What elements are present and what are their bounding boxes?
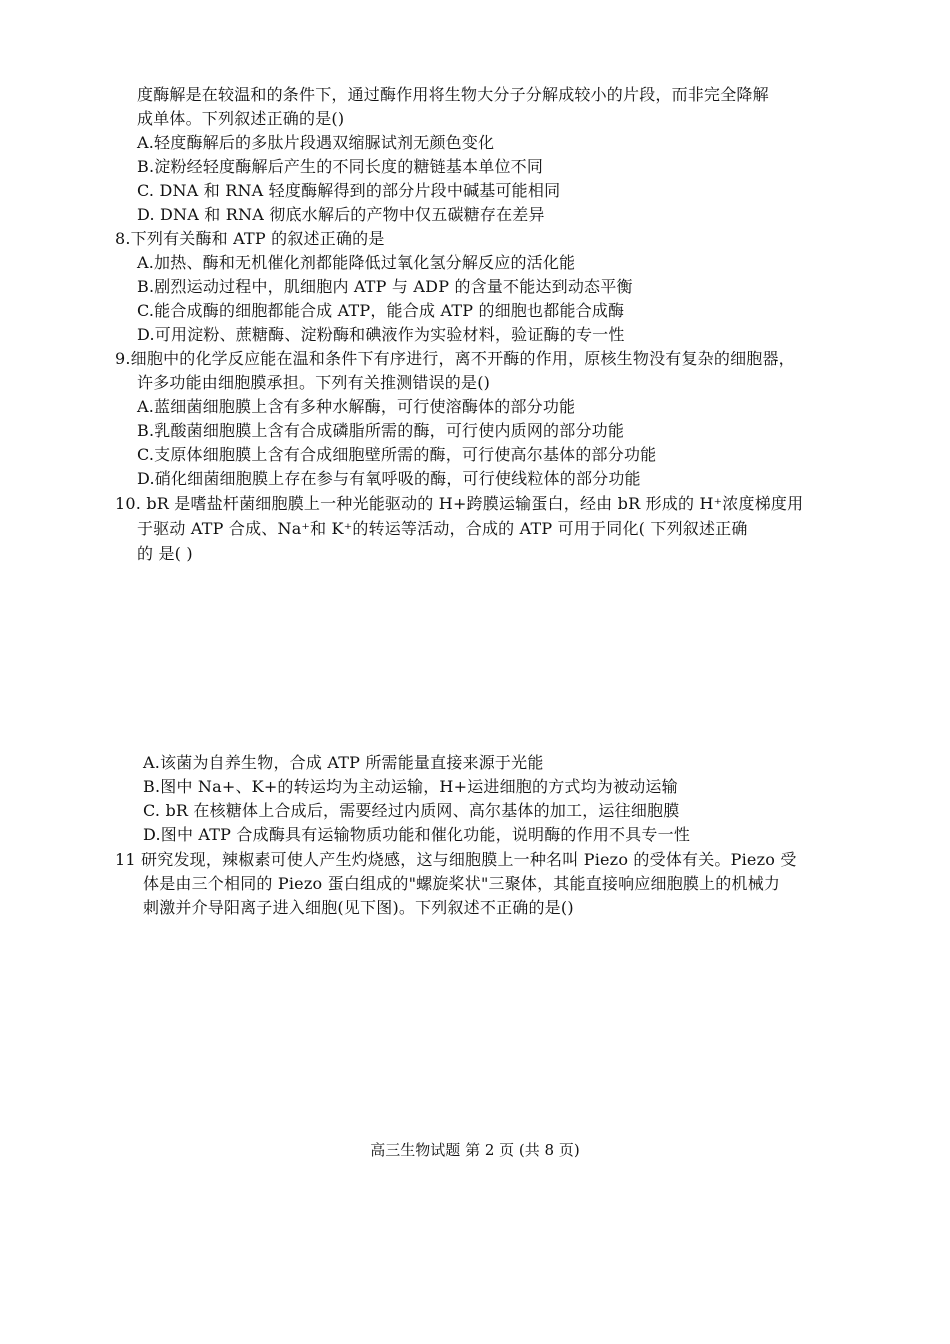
q10-stem-line2: 于驱动 ATP 合成、Na⁺和 K⁺的转运等活动，合成的 ATP 可用于同化( 下列叙述正确 — [137, 519, 748, 538]
q11-stem-line1: 11 研究发现，辣椒素可使人产生灼烧感，这与细胞膜上一种名叫 Piezo 的受体有关。Piezo 受 — [115, 850, 797, 869]
q10-option-a: A.该菌为自养生物，合成 ATP 所需能量直接来源于光能 — [143, 753, 544, 772]
q10-option-d: D.图中 ATP 合成酶具有运输物质功能和催化功能，说明酶的作用不具专一性 — [143, 825, 691, 844]
q9-option-a: A.蓝细菌细胞膜上含有多种水解酶，可行使溶酶体的部分功能 — [137, 397, 576, 416]
q8-option-b: B.剧烈运动过程中，肌细胞内 ATP 与 ADP 的含量不能达到动态平衡 — [137, 277, 633, 296]
q7-option-d: D. DNA 和 RNA 彻底水解后的产物中仅五碳糖存在差异 — [137, 205, 545, 224]
q9-option-d: D.硝化细菌细胞膜上存在参与有氧呼吸的酶，可行使线粒体的部分功能 — [137, 469, 641, 488]
q7-stem-line2: 成单体。下列叙述正确的是() — [137, 109, 345, 128]
q10-option-b: B.图中 Na+、K+的转运均为主动运输，H+运进细胞的方式均为被动运输 — [143, 777, 678, 796]
q11-stem-line3: 刺激并介导阳离子进入细胞(见下图)。下列叙述不正确的是() — [143, 898, 574, 917]
q9-stem-line1: 9.细胞中的化学反应能在温和条件下有序进行，离不开酶的作用，原核生物没有复杂的细胞器， — [115, 349, 795, 368]
q9-option-c: C.支原体细胞膜上含有合成细胞壁所需的酶，可行使高尔基体的部分功能 — [137, 445, 657, 464]
q8-option-c: C.能合成酶的细胞都能合成 ATP，能合成 ATP 的细胞也都能合成酶 — [137, 301, 625, 320]
q9-option-b: B.乳酸菌细胞膜上含有合成磷脂所需的酶，可行使内质网的部分功能 — [137, 421, 625, 440]
q8-option-d: D.可用淀粉、蔗糖酶、淀粉酶和碘液作为实验材料，验证酶的专一性 — [137, 325, 625, 344]
q7-option-a: A.轻度酶解后的多肽片段遇双缩脲试剂无颜色变化 — [137, 133, 495, 152]
q8-stem: 8.下列有关酶和 ATP 的叙述正确的是 — [115, 229, 385, 248]
q11-stem-line2: 体是由三个相同的 Piezo 蛋白组成的"螺旋桨状"三聚体，其能直接响应细胞膜上的机械力 — [143, 874, 781, 893]
q8-option-a: A.加热、酶和无机催化剂都能降低过氧化氢分解反应的活化能 — [137, 253, 576, 272]
q7-option-b: B.淀粉经轻度酶解后产生的不同长度的糖链基本单位不同 — [137, 157, 544, 176]
q7-stem-line1: 度酶解是在较温和的条件下，通过酶作用将生物大分子分解成较小的片段，而非完全降解 — [137, 85, 769, 104]
q10-option-c: C. bR 在核糖体上合成后，需要经过内质网、高尔基体的加工，运往细胞膜 — [143, 801, 680, 820]
q10-stem-line1: 10. bR 是嗜盐杆菌细胞膜上一种光能驱动的 H+跨膜运输蛋白，经由 bR 形成的 H⁺浓度梯度用 — [115, 494, 804, 513]
q9-stem-line2: 许多功能由细胞膜承担。下列有关推测错误的是() — [137, 373, 491, 392]
q10-stem-line3: 的 是( ) — [137, 544, 193, 563]
q7-option-c: C. DNA 和 RNA 轻度酶解得到的部分片段中碱基可能相同 — [137, 181, 561, 200]
page-footer: 高三生物试题 第 2 页 (共 8 页) — [370, 1141, 580, 1159]
